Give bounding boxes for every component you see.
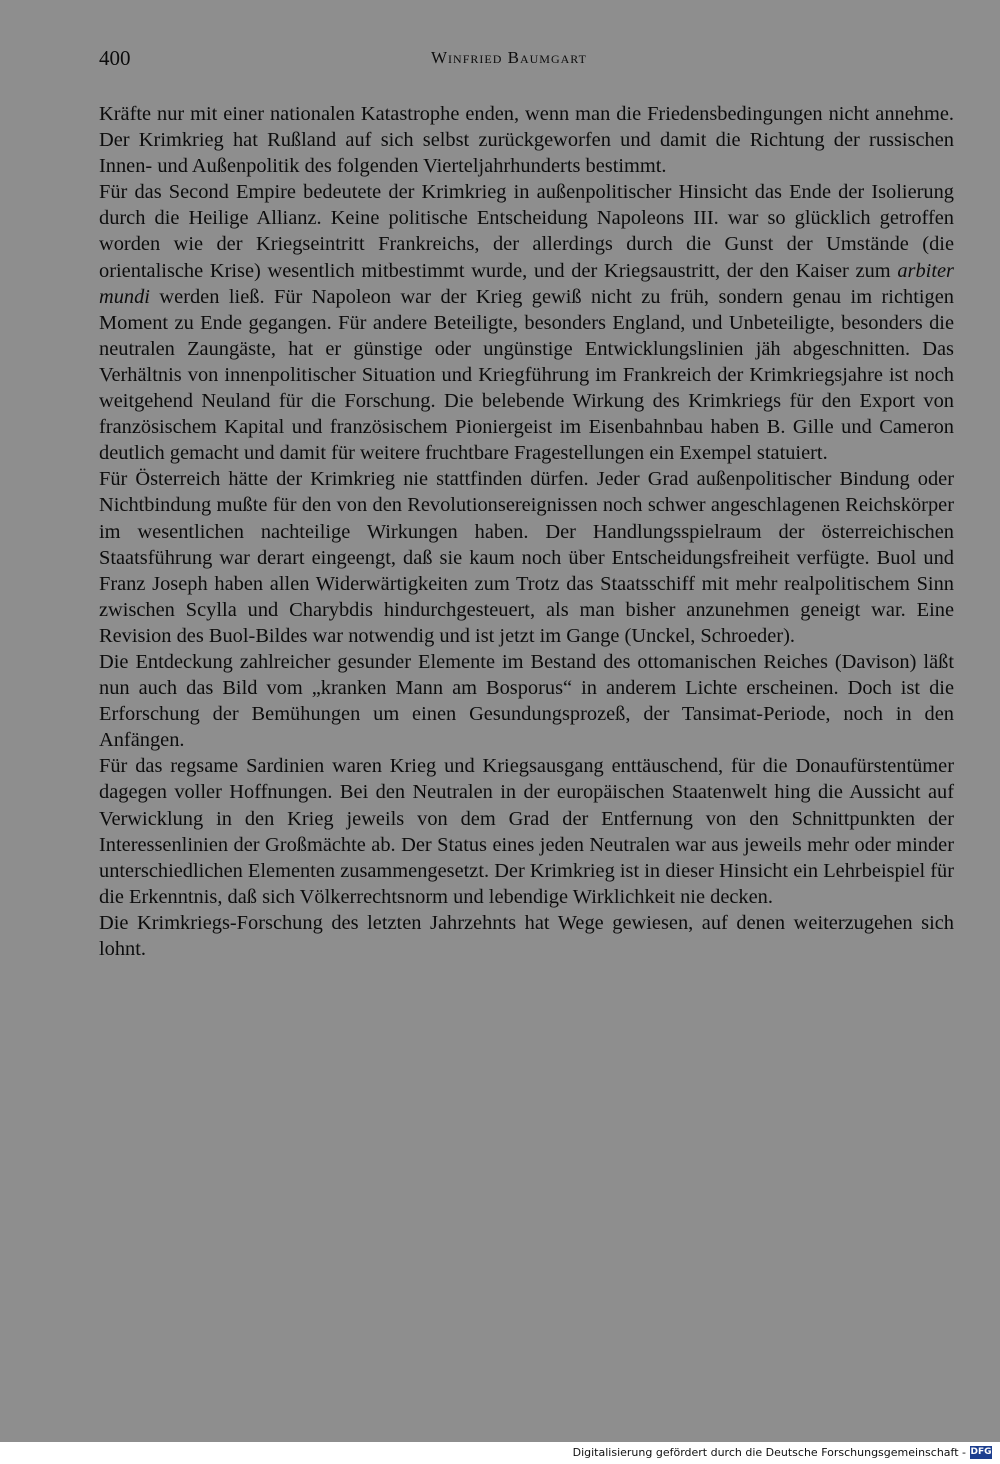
page-number: 400 — [99, 46, 131, 70]
paragraph-conclusion: Die Krimkriegs-Forschung des letzten Jahrzehnts hat Wege gewiesen, auf denen weiterzugehen sich lohnt. — [99, 911, 954, 960]
paragraph-ottoman: Die Entdeckung zahlreicher gesunder Elemente im Bestand des ottomanischen Reiches (Davison) läßt nun auch das Bild vom „kranken Mann am Bosporus“ in anderem Lichte erscheinen. Doch ist die Erforschung der Bemühungen um einen Gesundungsprozeß, der Tansimat-Periode, noch in den Anfängen. — [99, 650, 954, 752]
body-text — [99, 101, 954, 962]
running-head: Winfried Baumgart — [431, 48, 587, 67]
italic-arbiter-mundi: arbiter mundi — [99, 259, 954, 308]
footer-bar — [0, 1442, 1000, 1464]
footer-credit: Digitalisierung gefördert durch die Deutsche Forschungsgemeinschaft - — [572, 1446, 966, 1459]
dfg-logo-icon: DFG — [970, 1447, 992, 1457]
paragraph-second-empire-end: werden ließ. Für Napoleon war der Krieg gewiß nicht zu früh, sondern genau im richtigen Moment zu Ende gegangen. Für andere Beteiligte, besonders England, und Unbeteiligte, besonders die neutralen Zaungäste, hat er günstige oder ungünstige Entwicklungslinien jäh abgeschnitten. Das Verhältnis von innenpolitischer Situation und Kriegführung im Frankreich der Krimkriegsjahre ist noch weitgehend Neuland für die Forschung. Die belebende Wirkung des Krimkriegs für den Export von französischem Kapital und französischem Pioniergeist im Eisenbahnbau haben B. Gille und Cameron deutlich gemacht und damit für weitere fruchtbare Fragestellungen ein Exempel statuiert. — [99, 285, 954, 465]
paragraph-russia: Kräfte nur mit einer nationalen Katastrophe enden, wenn man die Friedensbedingungen nicht annehme. Der Krimkrieg hat Rußland auf sich selbst zurückgeworfen und damit die Richtung der russischen Innen- und Außenpolitik des folgenden Vierteljahrhunderts bestimmt. — [99, 103, 954, 178]
paragraph-second-empire-start: Für das Second Empire bedeutete der Krimkrieg in außenpolitischer Hinsicht das Ende der Isolierung durch die Heilige Allianz. Keine politische Entscheidung Napoleons III. war so glücklich getroffen worden wie der Kriegseintritt Frankreichs, der allerdings durch die Gunst der Umstände (die orientalische Krise) wesentlich mitbestimmt wurde, und der Kriegsaustritt, der den Kaiser zum — [99, 181, 954, 282]
paragraph-austria: Für Österreich hätte der Krimkrieg nie stattfinden dürfen. Jeder Grad außenpolitischer Bindung oder Nichtbindung mußte für den von den Revolutionsereignissen noch schwer angeschlagenen Reichskörper im wesentlichen nachteilige Wirkungen haben. Der Handlungsspielraum der österreichischen Staatsführung war derart eingeengt, daß sie kaum noch über Entscheidungsfreiheit verfügte. Buol und Franz Joseph haben allen Widerwärtigkeiten zum Trotz das Staatsschiff mit mehr realpolitischem Sinn zwischen Scylla und Charybdis hindurchgesteuert, als man bisher anzunehmen geneigt war. Eine Revision des Buol-Bildes war notwendig und ist jetzt im Gange (Unckel, Schroeder). — [99, 468, 954, 647]
paragraph-second-empire — [99, 179, 954, 466]
page-header — [99, 46, 954, 76]
paragraph-sardinia-neutrals: Für das regsame Sardinien waren Krieg und Kriegsausgang enttäuschend, für die Donaufürstentümer dagegen voller Hoffnungen. Bei den Neutralen in der europäischen Staatenwelt hing die Aussicht auf Verwicklung in den Krieg jeweils von dem Grad der Entfernung von den Schnittpunkten der Interessenlinien der Großmächte ab. Der Status eines jeden Neutralen war aus jeweils mehr oder minder unterschiedlichen Elementen zusammengesetzt. Der Krimkrieg ist in dieser Hinsicht ein Lehrbeispiel für die Erkenntnis, daß sich Völkerrechtsnorm und lebendige Wirklichkeit nie decken. — [99, 755, 954, 908]
